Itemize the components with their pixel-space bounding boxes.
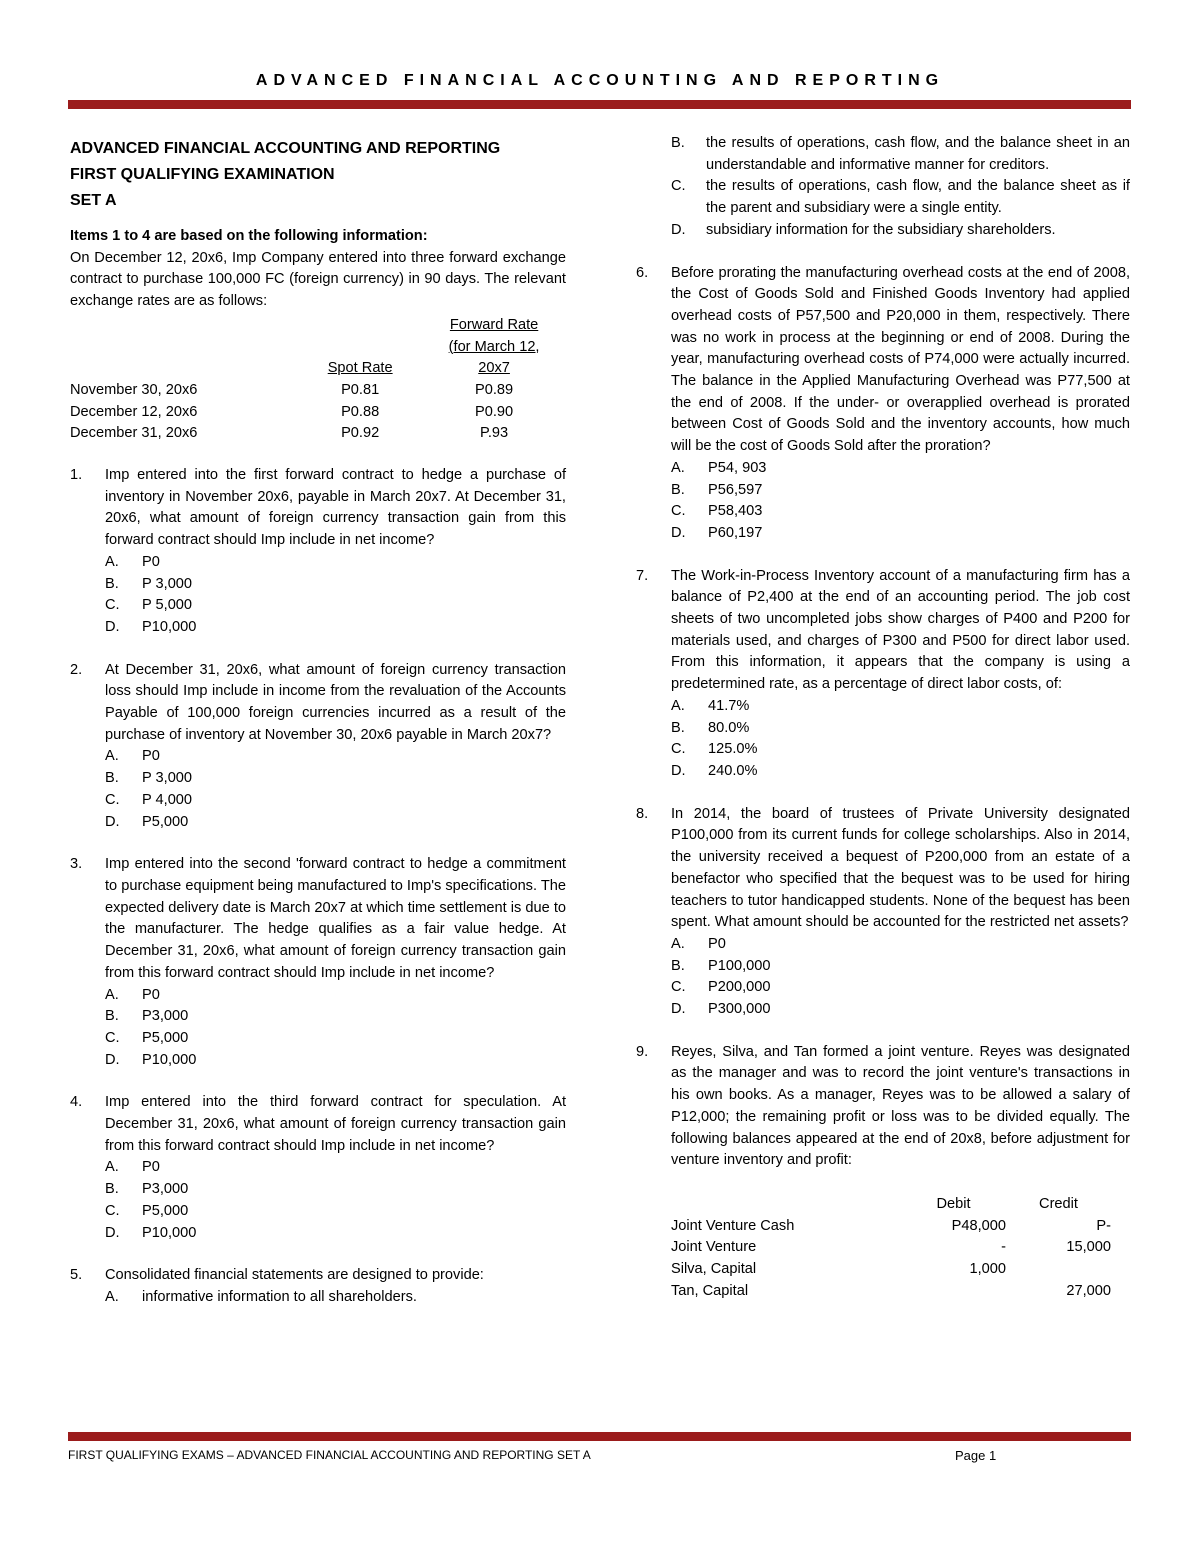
option-letter: B. xyxy=(671,481,685,498)
intro-heading: Items 1 to 4 are based on the following information: xyxy=(70,228,428,244)
option-letter: B. xyxy=(671,957,685,974)
option-text: P3,000 xyxy=(142,1008,189,1025)
forward-rate-header: (for March 12, xyxy=(448,338,540,355)
option-text: P100,000 xyxy=(708,957,771,974)
question-2 xyxy=(70,660,566,834)
question-text: At December 31, 20x6, what amount of foreign currency transaction loss should Imp include in income from the revaluation of the Accounts Payable of 100,000 foreign currencies incurred as a result of the purchase of inventory at November 30, 20x6 payable in March 20x7? xyxy=(105,661,566,743)
forward-rate: P.93 xyxy=(480,425,509,442)
credit-header: Credit xyxy=(1039,1195,1078,1212)
question-number: 7. xyxy=(636,567,649,584)
rate-date: December 12, 20x6 xyxy=(70,403,198,420)
question-7 xyxy=(636,566,1130,783)
option-text: informative information to all shareholders. xyxy=(142,1288,417,1305)
question-5 xyxy=(70,1265,566,1308)
forward-rate: P0.89 xyxy=(475,381,514,398)
answer-option[interactable] xyxy=(671,718,1130,740)
question-4 xyxy=(70,1092,566,1244)
answer-option[interactable] xyxy=(671,761,1130,783)
credit-value: P- xyxy=(1096,1217,1111,1234)
option-text: the results of operations, cash flow, and the balance sheet as if the parent and subsidiary were a single entity. xyxy=(706,178,1130,217)
intro-text: On December 12, 20x6, Imp Company entered into three forward exchange contract to purchase 100,000 FC (foreign currency) in 90 days. The relevant exchange rates are as follows: xyxy=(70,249,566,310)
title-line: SET A xyxy=(70,192,117,209)
option-text: P5,000 xyxy=(142,813,189,830)
question-number: 6. xyxy=(636,264,649,281)
doc-title xyxy=(70,136,566,214)
option-text: P5,000 xyxy=(142,1202,189,1219)
answer-option[interactable] xyxy=(671,934,1130,956)
option-text: P0 xyxy=(142,553,160,570)
option-letter: D. xyxy=(671,762,686,779)
option-letter: B. xyxy=(105,1008,119,1025)
answer-option[interactable] xyxy=(105,595,566,617)
question-number: 2. xyxy=(70,661,83,678)
account-name: Joint Venture Cash xyxy=(671,1217,795,1234)
option-letter: B. xyxy=(105,1181,119,1198)
option-text: P 4,000 xyxy=(142,791,193,808)
question-text: In 2014, the board of trustees of Private University designated P100,000 from its current funds for college scholarships. Also in 2014, the university received a bequest of P200,000 from an estate of a benefactor who specified that the bequest was to be used for hiring teachers to tutor handicapped students. None of the bequest has been spent. What amount should be accounted for the restricted net assets? xyxy=(671,805,1130,931)
option-letter: C. xyxy=(105,1029,120,1046)
answer-option[interactable] xyxy=(105,1179,566,1201)
option-letter: C. xyxy=(105,597,120,614)
option-text: P0 xyxy=(142,1159,160,1176)
answer-option[interactable] xyxy=(105,552,566,574)
option-text: P 3,000 xyxy=(142,575,193,592)
joint-venture-table xyxy=(671,1194,1111,1303)
question-number: 3. xyxy=(70,856,83,873)
option-text: P10,000 xyxy=(142,1224,197,1241)
option-text: P10,000 xyxy=(142,1051,197,1068)
debit-value: - xyxy=(1001,1239,1006,1256)
option-text: 125.0% xyxy=(708,741,758,758)
option-text: 80.0% xyxy=(708,719,750,736)
question-text: Reyes, Silva, and Tan formed a joint venture. Reyes was designated as the manager and was to record the joint venture's transactions in his own books. As a manager, Reyes was to be allowed a salary of P12,000; the remaining profit or loss was to be divided equally. The following balances appeared at the end of 20x8, before adjustment for venture inventory and profit: xyxy=(671,1043,1130,1169)
answer-option[interactable] xyxy=(105,1201,566,1223)
option-letter: A. xyxy=(671,935,685,952)
option-letter: B. xyxy=(671,135,685,151)
debit-value: P48,000 xyxy=(951,1217,1006,1234)
question-8 xyxy=(636,804,1130,1021)
answer-option[interactable] xyxy=(105,1006,566,1028)
answer-option[interactable] xyxy=(105,1157,566,1179)
option-letter: D. xyxy=(105,813,120,830)
forward-rate-header: 20x7 xyxy=(478,360,510,377)
option-text: P60,197 xyxy=(708,524,763,541)
rate-date: November 30, 20x6 xyxy=(70,381,198,398)
answer-option[interactable] xyxy=(671,956,1130,978)
option-letter: C. xyxy=(671,503,686,520)
page-number: Page 1 xyxy=(955,1448,997,1463)
question-number: 8. xyxy=(636,805,649,822)
question-6 xyxy=(636,263,1130,545)
question-number: 1. xyxy=(70,467,83,484)
option-letter: A. xyxy=(105,1159,119,1176)
answer-option[interactable] xyxy=(105,617,566,639)
answer-option[interactable] xyxy=(105,1050,566,1072)
option-letter: D. xyxy=(105,618,120,635)
left-column xyxy=(70,136,566,1309)
exchange-rates-table xyxy=(70,315,566,445)
answer-option[interactable] xyxy=(105,1028,566,1050)
debit-value: 1,000 xyxy=(969,1261,1006,1278)
table-row xyxy=(671,1237,1111,1259)
option-text: P54, 903 xyxy=(708,459,767,476)
option-letter: D. xyxy=(671,221,686,238)
answer-option[interactable] xyxy=(105,985,566,1007)
option-letter: D. xyxy=(105,1051,120,1068)
question-text: Imp entered into the third forward contract for speculation. At December 31, 20x6, what amount of foreign currency transaction gain from this forward contract should Imp include in net income? xyxy=(105,1094,566,1154)
answer-option[interactable] xyxy=(671,739,1130,761)
spot-rate: P0.88 xyxy=(341,403,380,420)
option-text: P300,000 xyxy=(708,1001,771,1018)
rate-date: December 31, 20x6 xyxy=(70,425,198,442)
account-name: Tan, Capital xyxy=(671,1282,749,1299)
forward-rate: P0.90 xyxy=(475,403,514,420)
table-row xyxy=(70,423,566,445)
table-row xyxy=(671,1259,1111,1281)
option-letter: B. xyxy=(105,575,119,592)
answer-option[interactable] xyxy=(671,977,1130,999)
option-letter: D. xyxy=(671,1001,686,1018)
table-row xyxy=(671,1216,1111,1238)
question-text: Imp entered into the first forward contract to hedge a purchase of inventory in November 20x6, payable in March 20x7. At December 31, 20x6, what amount of foreign currency transaction gain from this forward contract should Imp include in net income? xyxy=(105,467,566,549)
option-text: P56,597 xyxy=(708,481,763,498)
running-header: ADVANCED FINANCIAL ACCOUNTING AND REPORTING xyxy=(255,72,945,89)
option-letter: B. xyxy=(671,719,685,736)
option-letter: C. xyxy=(105,1202,120,1219)
answer-option[interactable] xyxy=(671,133,1130,176)
option-text: P 3,000 xyxy=(142,770,193,787)
question-text: Consolidated financial statements are designed to provide: xyxy=(105,1267,484,1284)
title-line: ADVANCED FINANCIAL ACCOUNTING AND REPORTING xyxy=(70,140,501,157)
answer-option[interactable] xyxy=(671,458,1130,480)
question-text: Imp entered into the second 'forward contract to hedge a commitment to purchase equipment being manufactured to Imp's specifications. The expected delivery date is March 20x7 at which time settlement is due to the manufacturer. The hedge qualifies as a fair value hedge. At December 31, 20x6, what amount of foreign currency transaction gain from this forward contract should Imp include in net income? xyxy=(105,856,566,981)
account-name: Joint Venture xyxy=(671,1239,757,1256)
question-5-continued xyxy=(636,133,1130,242)
table-row xyxy=(70,402,566,424)
option-text: subsidiary information for the subsidiary shareholders. xyxy=(706,221,1056,238)
answer-option[interactable] xyxy=(671,999,1130,1021)
option-text: 41.7% xyxy=(708,697,750,714)
right-column xyxy=(636,133,1130,1302)
title-line: FIRST QUALIFYING EXAMINATION xyxy=(70,166,335,183)
answer-option[interactable] xyxy=(671,176,1130,219)
answer-option[interactable] xyxy=(671,523,1130,545)
answer-option[interactable] xyxy=(671,480,1130,502)
option-letter: D. xyxy=(671,524,686,541)
answer-option[interactable] xyxy=(671,220,1130,242)
credit-value xyxy=(1006,1259,1111,1281)
spot-rate: P0.81 xyxy=(341,381,380,398)
option-letter: D. xyxy=(105,1224,120,1241)
footer-rule xyxy=(68,1432,1131,1441)
forward-rate-header: Forward Rate xyxy=(449,316,539,333)
option-text: P 5,000 xyxy=(142,597,193,614)
option-letter: A. xyxy=(105,748,119,765)
spot-rate-header: Spot Rate xyxy=(327,360,393,377)
header-rule xyxy=(68,100,1131,109)
debit-value xyxy=(901,1281,1006,1303)
question-number: 4. xyxy=(70,1094,83,1111)
option-letter: C. xyxy=(671,741,686,758)
option-letter: B. xyxy=(105,770,119,787)
answer-option[interactable] xyxy=(105,812,566,834)
account-name: Silva, Capital xyxy=(671,1261,757,1278)
option-text: 240.0% xyxy=(708,762,758,779)
option-text: P200,000 xyxy=(708,979,771,996)
answer-option[interactable] xyxy=(671,696,1130,718)
answer-option[interactable] xyxy=(105,1223,566,1245)
option-text: P0 xyxy=(142,748,160,765)
option-letter: C. xyxy=(671,979,686,996)
question-text: Before prorating the manufacturing overhead costs at the end of 2008, the Cost of Goods Sold and Finished Goods Inventory had applied overhead costs of P57,500 and P20,000 in them, respectively. There was no work in process at the beginning or end of 2008. During the year, manufacturing overhead costs of P74,000 were actually incurred. The balance in the Applied Manufacturing Overhead was P77,500 at the end of 2008. If the under- or overapplied overhead is prorated between Cost of Goods Sold and the inventory accounts, how much will be the cost of Goods Sold after the proration? xyxy=(671,264,1130,455)
answer-option[interactable] xyxy=(105,574,566,596)
answer-option[interactable] xyxy=(671,501,1130,523)
option-letter: A. xyxy=(105,553,119,570)
option-text: the results of operations, cash flow, and the balance sheet in an understandable and informative manner for creditors. xyxy=(706,135,1130,173)
table-row xyxy=(671,1281,1111,1303)
answer-option[interactable] xyxy=(105,746,566,768)
answer-option[interactable] xyxy=(105,768,566,790)
option-letter: A. xyxy=(671,459,685,476)
question-text: The Work-in-Process Inventory account of a manufacturing firm has a balance of P2,400 at the end of an accounting period. The job cost sheets of two uncompleted jobs show charges of P400 and P200 for materials used, and charges of P300 and P500 for direct labor used. From this information, it appears that the company is using a predetermined rate, as a percentage of direct labor costs, of: xyxy=(671,567,1130,693)
option-letter: A. xyxy=(105,986,119,1003)
option-text: P10,000 xyxy=(142,618,197,635)
option-text: P58,403 xyxy=(708,503,763,520)
option-letter: C. xyxy=(671,178,686,195)
option-letter: A. xyxy=(671,697,685,714)
option-text: P0 xyxy=(708,935,726,952)
credit-value: 27,000 xyxy=(1066,1282,1111,1299)
question-number: 5. xyxy=(70,1267,83,1284)
spot-rate: P0.92 xyxy=(341,425,380,442)
debit-header: Debit xyxy=(936,1195,971,1212)
option-text: P0 xyxy=(142,986,160,1003)
option-text: P5,000 xyxy=(142,1029,189,1046)
option-text: P3,000 xyxy=(142,1181,189,1198)
table-row xyxy=(70,380,566,402)
answer-option[interactable] xyxy=(105,790,566,812)
option-letter: A. xyxy=(105,1288,119,1305)
question-3 xyxy=(70,854,566,1071)
question-1 xyxy=(70,465,566,639)
option-letter: C. xyxy=(105,791,120,808)
credit-value: 15,000 xyxy=(1066,1239,1111,1256)
answer-option[interactable] xyxy=(105,1287,566,1309)
question-9 xyxy=(636,1042,1130,1303)
footer-text: FIRST QUALIFYING EXAMS – ADVANCED FINANCIAL ACCOUNTING AND REPORTING SET A xyxy=(68,1448,591,1462)
question-number: 9. xyxy=(636,1043,649,1060)
